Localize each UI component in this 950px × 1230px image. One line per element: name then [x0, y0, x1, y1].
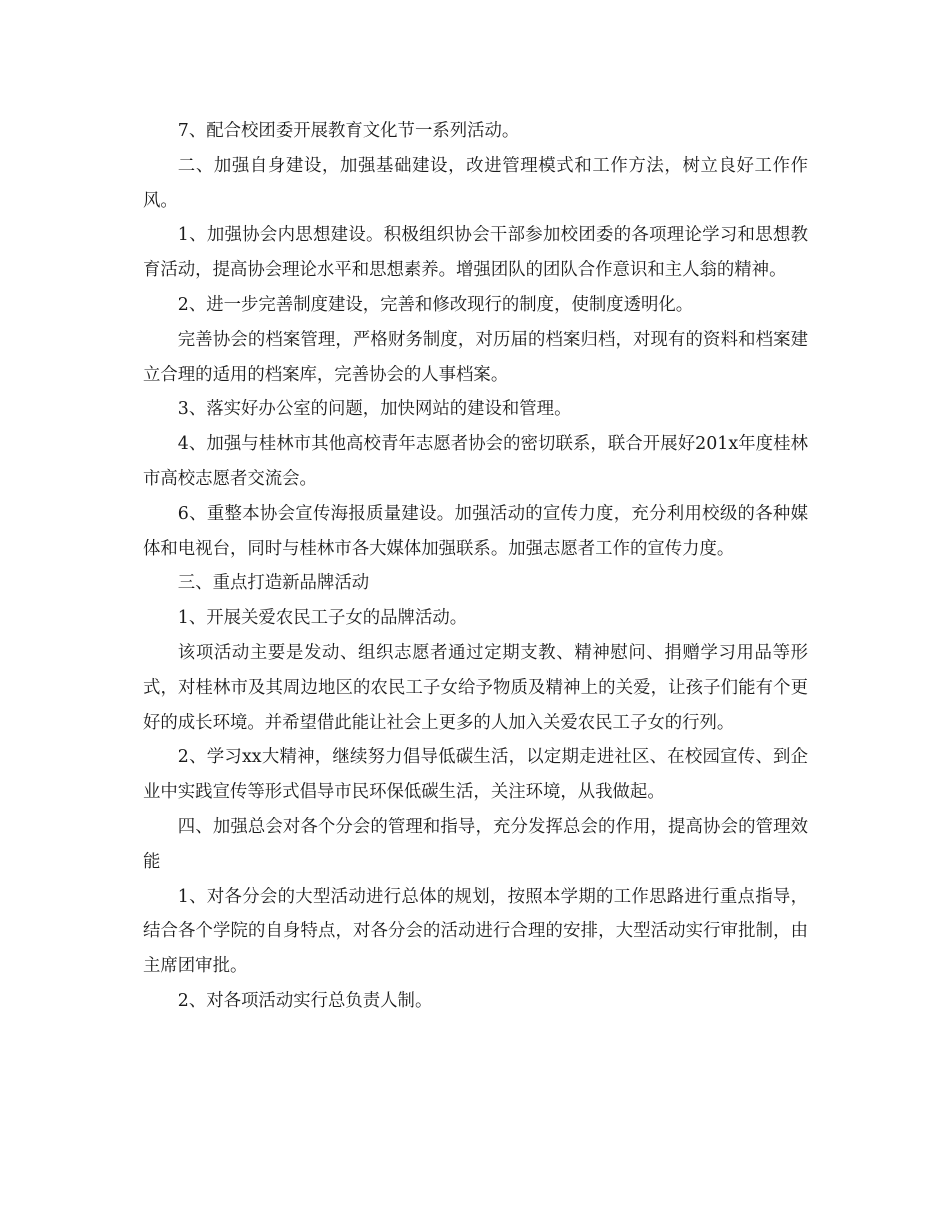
paragraph: 6、重整本协会宣传海报质量建设。加强活动的宣传力度，充分利用校级的各种媒体和电视台，同时与桂林市各大媒体加强联系。加强志愿者工作的宣传力度。 — [143, 503, 808, 559]
paragraph: 该项活动主要是发动、组织志愿者通过定期支教、精神慰问、捐赠学习用品等形式，对桂林市及其周边地区的农民工子女给予物质及精神上的关爱，让孩子们能有个更好的成长环境。并希望借此能让社会上更多的人加入关爱农民工子女的行列。 — [143, 642, 808, 733]
paragraph: 2、学习xx大精神，继续努力倡导低碳生活，以定期走进社区、在校园宣传、到企业中实践宣传等形式倡导市民环保低碳生活，关注环境，从我做起。 — [143, 747, 808, 803]
paragraph: 2、进一步完善制度建设，完善和修改现行的制度，使制度透明化。 — [177, 294, 694, 315]
paragraph: 1、对各分会的大型活动进行总体的规划，按照本学期的工作思路进行重点指导，结合各个学院的自身特点，对各分会的活动进行合理的安排，大型活动实行审批制，由主席团审批。 — [143, 886, 808, 977]
paragraph: 2、对各项活动实行总负责人制。 — [177, 990, 433, 1011]
paragraph: 4、加强与桂林市其他高校青年志愿者协会的密切联系，联合开展好201x年度桂林市高校志愿者交流会。 — [143, 434, 808, 489]
paragraph: 1、加强协会内思想建设。积极组织协会干部参加校团委的各项理论学习和思想教育活动，提高协会理论水平和思想素养。增强团队的团队合作意识和主人翁的精神。 — [143, 225, 808, 281]
section-heading: 三、重点打造新品牌活动 — [177, 573, 370, 594]
section-heading: 四、加强总会对各个分会的管理和指导，充分发挥总会的作用，提高协会的管理效能 — [143, 816, 808, 872]
section-heading: 二、加强自身建设，加强基础建设，改进管理模式和工作方法，树立良好工作作风。 — [143, 155, 808, 211]
paragraph: 7、配合校团委开展教育文化节一系列活动。 — [177, 121, 520, 141]
paragraph: 完善协会的档案管理，严格财务制度，对历届的档案归档，对现有的资料和档案建立合理的适用的档案库，完善协会的人事档案。 — [143, 329, 808, 385]
paragraph: 1、开展关爱农民工子女的品牌活动。 — [177, 608, 468, 629]
document-body — [143, 114, 808, 1019]
paragraph: 3、落实好办公室的问题，加快网站的建设和管理。 — [177, 399, 572, 420]
